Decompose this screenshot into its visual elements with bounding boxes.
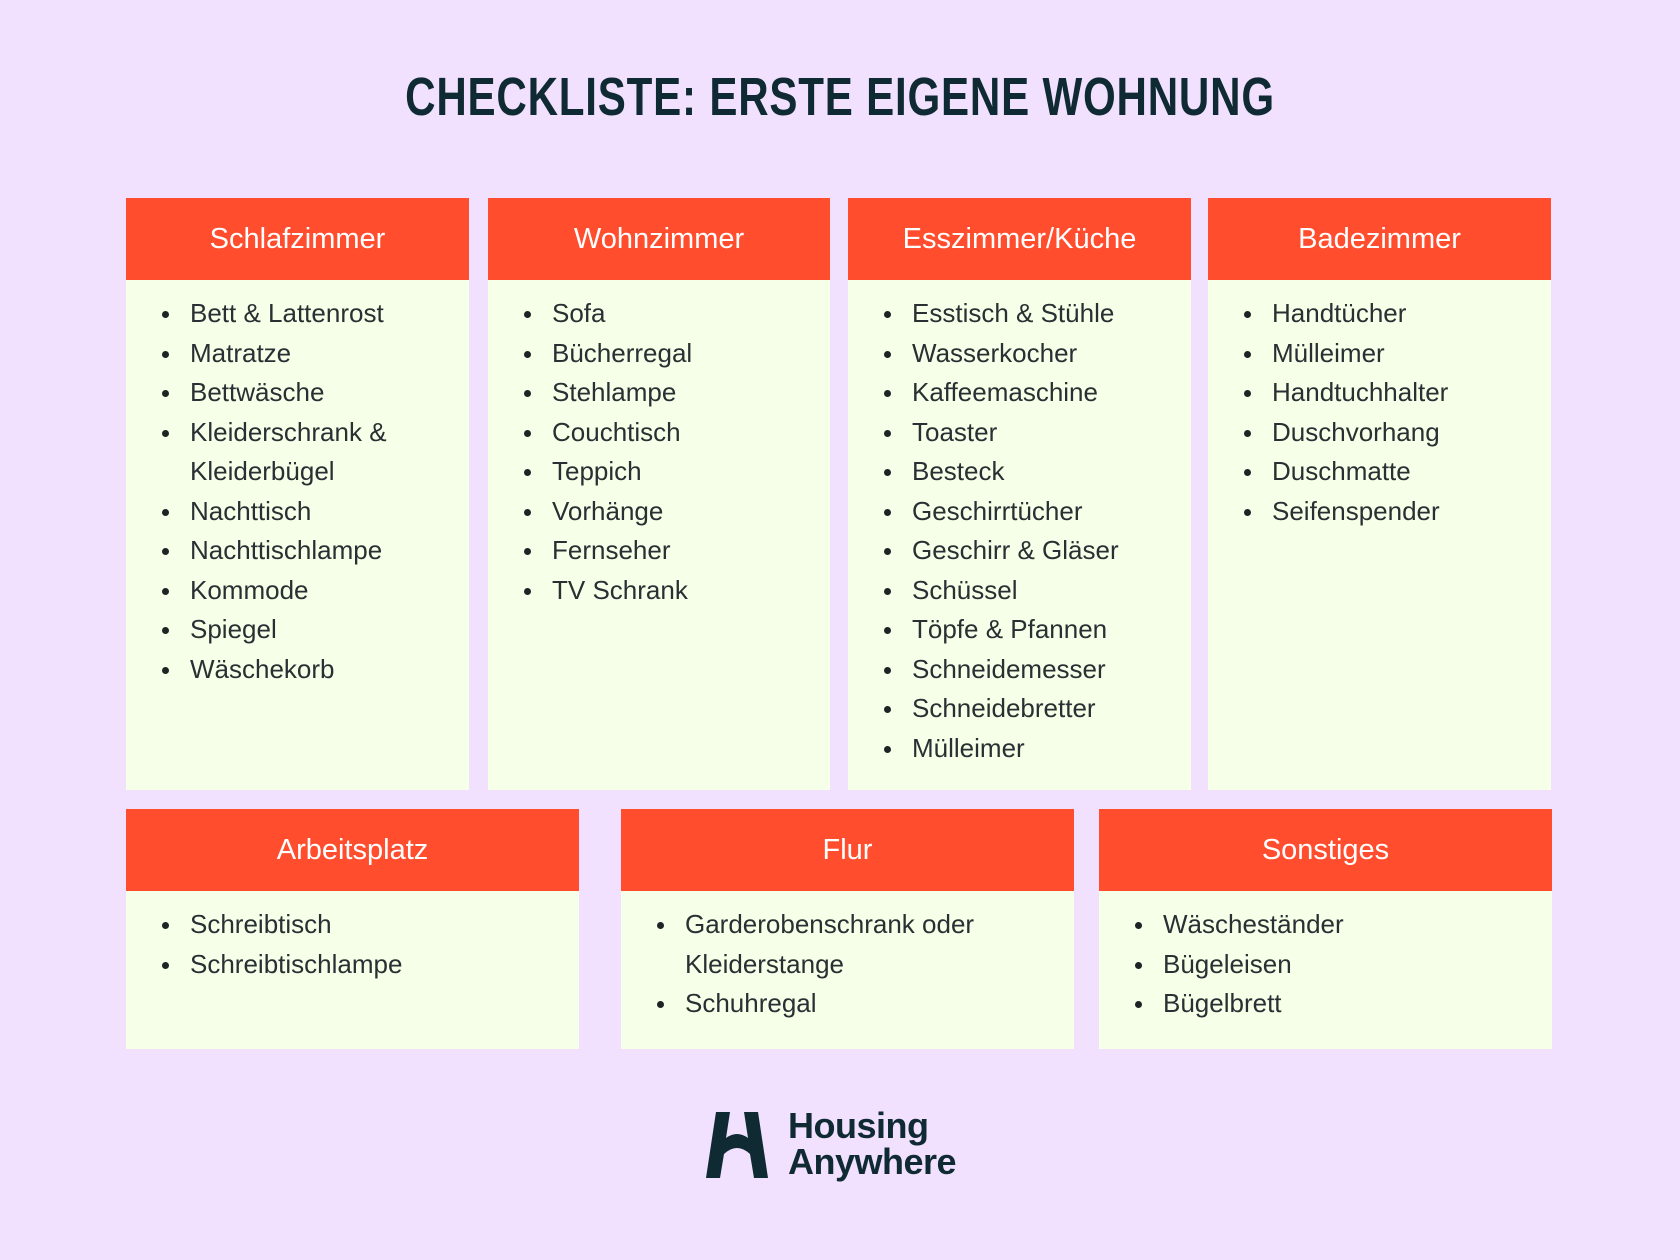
list-item: Bügeleisen: [1163, 945, 1552, 985]
list-item: Matratze: [190, 334, 469, 374]
list-item: Bügelbrett: [1163, 984, 1552, 1024]
card-badezimmer: [1208, 198, 1551, 790]
checklist: [621, 891, 1074, 1024]
list-item: Schüssel: [912, 571, 1191, 611]
list-item: Schreibtischlampe: [190, 945, 579, 985]
list-item: Toaster: [912, 413, 1191, 453]
logo-line-2: Anywhere: [788, 1141, 957, 1182]
list-item: Geschirrtücher: [912, 492, 1191, 532]
card-heading: Flur: [621, 809, 1074, 891]
logo-wordmark: [788, 1105, 957, 1182]
list-item: Bett & Lattenrost: [190, 294, 469, 334]
list-item: Stehlampe: [552, 373, 830, 413]
list-item: Schreibtisch: [190, 905, 579, 945]
card-arbeitsplatz: [126, 809, 579, 1049]
checklist: [1099, 891, 1552, 1024]
card-flur: [621, 809, 1074, 1049]
card-heading: Schlafzimmer: [126, 198, 469, 280]
list-item: Duschmatte: [1272, 452, 1551, 492]
housinganywhere-logo: [696, 1105, 957, 1182]
list-item: Teppich: [552, 452, 830, 492]
list-item: Duschvorhang: [1272, 413, 1551, 453]
housinganywhere-logo-icon: [696, 1108, 778, 1180]
checklist: [1208, 280, 1551, 531]
card-heading: Esszimmer/Küche: [848, 198, 1191, 280]
list-item: Esstisch & Stühle: [912, 294, 1191, 334]
list-item: Kommode: [190, 571, 469, 611]
list-item: Couchtisch: [552, 413, 830, 453]
list-item: Schneidemesser: [912, 650, 1191, 690]
list-item: Seifenspender: [1272, 492, 1551, 532]
card-sonstiges: [1099, 809, 1552, 1049]
checklist: [848, 280, 1191, 768]
list-item: Bettwäsche: [190, 373, 469, 413]
card-heading: Sonstiges: [1099, 809, 1552, 891]
list-item: Spiegel: [190, 610, 469, 650]
page-title: CHECKLISTE: ERSTE EIGENE WOHNUNG: [405, 67, 1275, 127]
list-item: Mülleimer: [912, 729, 1191, 769]
checklist: [126, 280, 469, 689]
list-item: Bücherregal: [552, 334, 830, 374]
list-item: Mülleimer: [1272, 334, 1551, 374]
list-item: TV Schrank: [552, 571, 830, 611]
card-esszimmer-kueche: [848, 198, 1191, 790]
list-item: Wäschekorb: [190, 650, 469, 690]
list-item: Besteck: [912, 452, 1191, 492]
list-item: Nachttisch: [190, 492, 469, 532]
list-item: Schuhregal: [685, 984, 1014, 1024]
list-item: Töpfe & Pfannen: [912, 610, 1191, 650]
logo-line-1: Housing: [788, 1105, 929, 1146]
checklist: [488, 280, 830, 610]
list-item: Handtuchhalter: [1272, 373, 1551, 413]
list-item: Wasserkocher: [912, 334, 1191, 374]
card-wohnzimmer: [488, 198, 830, 790]
list-item: Geschirr & Gläser: [912, 531, 1191, 571]
card-heading: Arbeitsplatz: [126, 809, 579, 891]
list-item: Kleiderschrank & Kleiderbügel: [190, 413, 469, 492]
card-heading: Wohnzimmer: [488, 198, 830, 280]
card-schlafzimmer: [126, 198, 469, 790]
list-item: Schneidebretter: [912, 689, 1191, 729]
list-item: Nachttischlampe: [190, 531, 469, 571]
list-item: Fernseher: [552, 531, 830, 571]
list-item: Handtücher: [1272, 294, 1551, 334]
list-item: Kaffeemaschine: [912, 373, 1191, 413]
list-item: Wäscheständer: [1163, 905, 1552, 945]
card-heading: Badezimmer: [1208, 198, 1551, 280]
list-item: Vorhänge: [552, 492, 830, 532]
checklist: [126, 891, 579, 984]
list-item: Sofa: [552, 294, 830, 334]
list-item: Garderobenschrank oder Kleiderstange: [685, 905, 1014, 984]
